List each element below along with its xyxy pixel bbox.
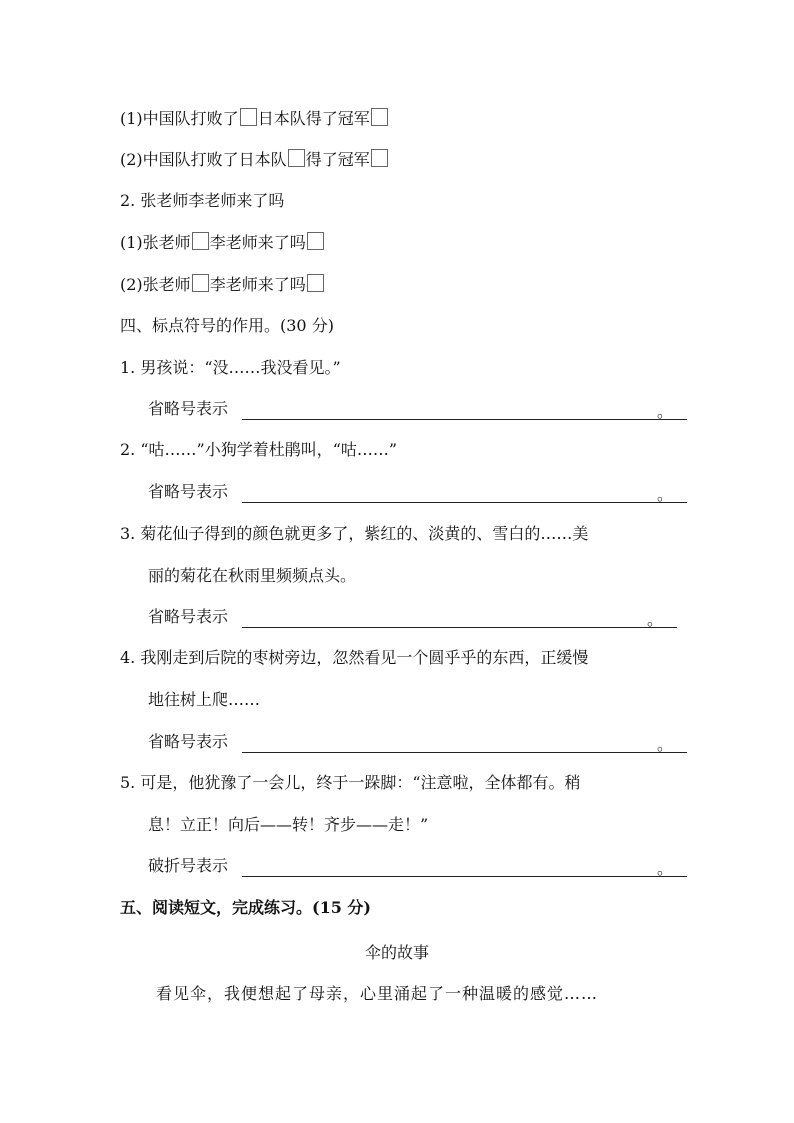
punctuation-box[interactable]: [192, 274, 209, 292]
section-5-heading: 五、阅读短文，完成练习。(15 分): [120, 898, 371, 917]
punctuation-box[interactable]: [288, 149, 305, 167]
story-paragraph: 看见伞，我便想起了母亲，心里涌起了一种温暖的感觉……: [156, 984, 599, 1003]
s4-question-1: 1. 男孩说：“没……我没看见。”: [120, 358, 341, 377]
s4-q1-label: 省略号表示: [148, 399, 229, 418]
punctuation-box[interactable]: [307, 274, 324, 292]
story-title: 伞的故事: [364, 943, 429, 962]
answer-line[interactable]: 。: [242, 399, 687, 420]
s4-question-2: 2. “咕……”小狗学着杜鹃叫，“咕……”: [120, 440, 398, 459]
s4-question-4-line1: 4. 我刚走到后院的枣树旁边，忽然看见一个圆乎乎的东西，正缓慢: [120, 648, 589, 667]
sentence-1-2: (2)中国队打败了日本队 得了冠军: [120, 149, 389, 170]
s4-q4-label: 省略号表示: [148, 732, 229, 751]
s4-question-4-line2: 地往树上爬……: [148, 690, 261, 709]
answer-line[interactable]: 。: [242, 732, 687, 753]
punctuation-box[interactable]: [307, 232, 324, 250]
s4-question-3-line1: 3. 菊花仙子得到的颜色就更多了，紫红的、淡黄的、雪白的……美: [120, 524, 589, 543]
sentence-2-2: (2)张老师 李老师来了吗: [120, 274, 325, 295]
question-2: 2. 张老师李老师来了吗: [120, 191, 285, 210]
s4-question-5-line1: 5. 可是，他犹豫了一会儿，终于一跺脚：“注意啦，全体都有。稍: [120, 773, 581, 792]
section-4-heading: 四、标点符号的作用。(30 分): [120, 316, 334, 335]
punctuation-box[interactable]: [192, 232, 209, 250]
sentence-1-1: (1)中国队打败了 日本队得了冠军: [120, 108, 389, 129]
answer-line[interactable]: 。: [242, 482, 687, 503]
answer-line[interactable]: 。: [242, 607, 677, 628]
s4-question-5-line2: 息！立正！向后——转！齐步——走！”: [148, 815, 429, 834]
punctuation-box[interactable]: [371, 108, 388, 126]
s4-q5-label: 破折号表示: [148, 856, 229, 875]
punctuation-box[interactable]: [240, 108, 257, 126]
answer-line[interactable]: 。: [242, 856, 687, 877]
punctuation-box[interactable]: [371, 149, 388, 167]
sentence-2-1: (1)张老师 李老师来了吗: [120, 232, 325, 253]
s4-q3-label: 省略号表示: [148, 607, 229, 626]
s4-q2-label: 省略号表示: [148, 482, 229, 501]
s4-question-3-line2: 丽的菊花在秋雨里频频点头。: [148, 566, 357, 585]
